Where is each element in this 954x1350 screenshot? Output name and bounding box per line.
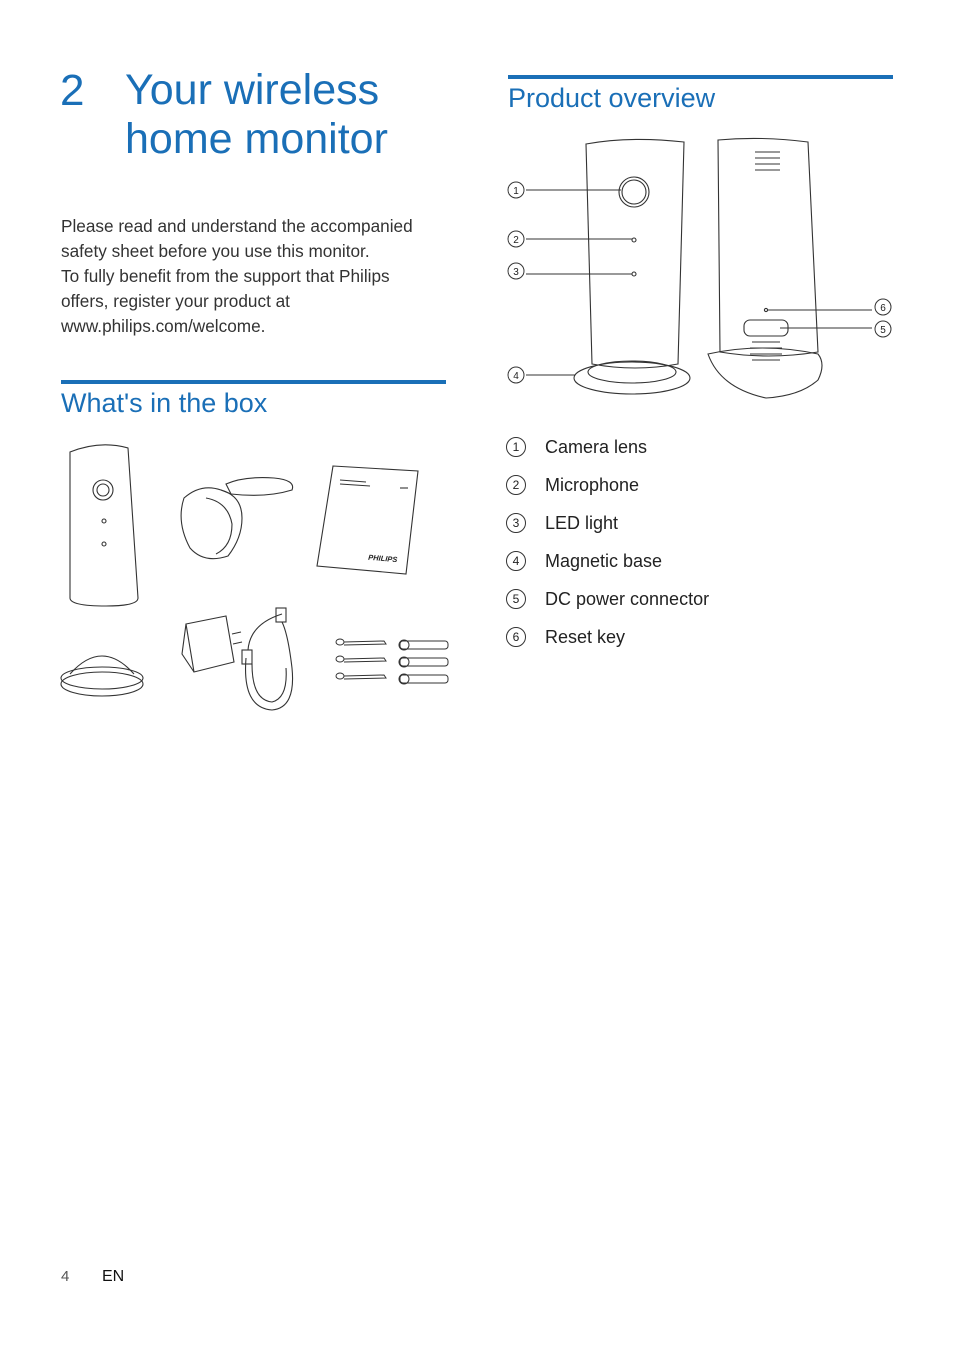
page-number: 4 (61, 1268, 70, 1285)
chapter-title-line2: home monitor (125, 115, 388, 164)
intro-text (61, 214, 441, 339)
callout-label-4: 4 (513, 371, 519, 382)
camera-back-view (708, 138, 822, 398)
wall-mount-illustration (181, 478, 293, 559)
intro-paragraph-2: To fully benefit from the support that Philips offers, register your product at www.philips.com/welcome. (61, 266, 390, 336)
product-overview-title: Product overview (508, 83, 716, 113)
callout-label-1: 1 (513, 186, 519, 197)
section-rule-box (61, 380, 446, 384)
chapter-title (125, 66, 465, 164)
section-rule-overview (508, 75, 893, 79)
power-adapter-illustration (182, 608, 293, 710)
part-number-badge: 5 (506, 589, 526, 609)
part-label: Magnetic base (545, 550, 663, 571)
part-label: Microphone (545, 474, 640, 495)
list-item (506, 580, 709, 618)
list-item (506, 428, 709, 466)
callout-label-6: 6 (880, 303, 886, 314)
part-label: DC power connector (545, 588, 710, 609)
part-number-badge: 2 (506, 475, 526, 495)
part-label: LED light (545, 512, 619, 533)
part-label: Reset key (545, 626, 626, 647)
manual-brand-text: PHILIPS (367, 552, 398, 565)
list-item (506, 542, 709, 580)
screws-plugs-illustration (336, 639, 448, 684)
part-number-badge: 1 (506, 437, 526, 457)
magnetic-base-illustration (61, 656, 143, 696)
product-overview-diagram (500, 128, 900, 408)
callout-label-5: 5 (880, 325, 886, 336)
callout-leader-lines (526, 190, 872, 375)
intro-paragraph-1: Please read and understand the accompanied safety sheet before you use this monitor. (61, 216, 413, 261)
chapter-number: 2 (60, 66, 85, 115)
list-item (506, 618, 709, 656)
callout-label-2: 2 (513, 235, 519, 246)
part-number-badge: 3 (506, 513, 526, 533)
callout-label-3: 3 (513, 267, 519, 278)
list-item (506, 466, 709, 504)
part-label: Camera lens (545, 436, 648, 457)
part-number-badge: 6 (506, 627, 526, 647)
camera-unit-illustration (70, 445, 138, 606)
language-code: EN (102, 1268, 125, 1285)
camera-front-view (574, 139, 690, 394)
box-contents-illustration (56, 438, 456, 723)
whats-in-box-title: What's in the box (61, 388, 268, 418)
part-number-badge: 4 (506, 551, 526, 571)
list-item (506, 504, 709, 542)
chapter-title-line1: Your wireless (125, 66, 380, 114)
parts-list (506, 428, 709, 656)
